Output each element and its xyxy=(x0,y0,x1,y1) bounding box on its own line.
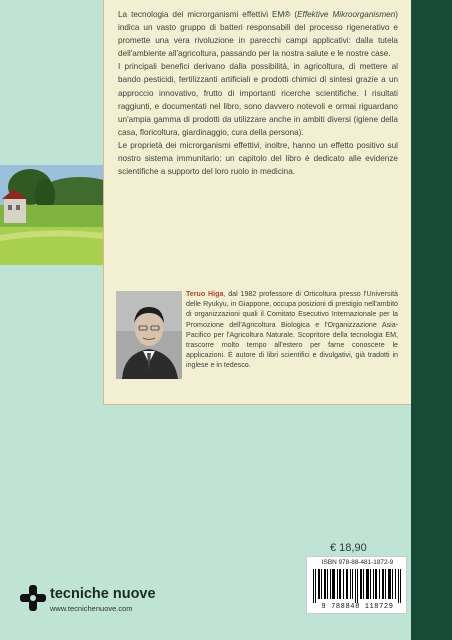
publisher-name: tecniche nuove xyxy=(50,586,156,602)
price-label: € 18,90 xyxy=(330,542,367,554)
author-bio-text: , dal 1982 professore di Orticoltura presso l'Università delle Ryukyu, in Giappone, occupa posizioni di prestigio nell'ambito di organizzazioni quali il Comitato Esecutivo Internazionale per la Promozione dell'Agricoltura Biologica e l'Organizzazione Asia-Pacifico per l'Agricoltura Naturale. Scopritore della tecnologia EM, trascorre molto tempo all'estero per farne conoscere le applicazioni. È autore di libri scientifici e divulgativi, già tradotti in inglese e in tedesco. xyxy=(186,290,398,370)
author-name: Teruo Higa xyxy=(186,290,224,298)
publisher-url[interactable]: www.tecnichenuove.com xyxy=(50,604,133,613)
countryside-photo xyxy=(0,165,103,265)
description-paragraph-3: Le proprietà dei microrganismi effettivi, inoltre, hanno un effetto positivo sul nostro sistema immunitario: un capitolo del libro è dedicato alle evidenze scientifiche a supporto del loro ruolo in medicina. xyxy=(118,140,398,177)
author-bio xyxy=(186,289,398,371)
barcode xyxy=(306,556,407,614)
barcode-bars xyxy=(313,569,402,603)
author-portrait xyxy=(116,291,182,379)
publisher-logo-icon xyxy=(20,585,46,616)
description-paragraph-1: La tecnologia dei microrganismi effettivi EM® (Effektive Mikroorganismen) indica un vasto gruppo di batteri responsabili del processo rigenerativo e promette una vera rivoluzione in parecchi campi applicativi: dalla tutela dell'ambiente all'agricoltura, passando per la nostra salute e le nostre case. xyxy=(118,10,398,59)
barcode-number: 9 788848 118729 xyxy=(321,603,394,611)
green-side-strip xyxy=(411,0,452,640)
description-paragraph-2: I principali benefici derivano dalla possibilità, in agricoltura, di mettere al bando pesticidi, fertilizzanti artificiali e prodotti chimici di sintesi grazie a un approccio innovativo, frutto di importanti ricerche scientifiche. I risultati raggiunti, e documentati nel libro, sono davvero notevoli e ormai riguardano un'ampia gamma di prodotti da utilizzare anche in ambiti diversi (igiene della casa, floricoltura, giardinaggio, cura della persona). xyxy=(118,62,398,137)
isbn-text: ISBN 978-88-481-1872-9 xyxy=(321,559,394,566)
description-text xyxy=(118,8,398,178)
